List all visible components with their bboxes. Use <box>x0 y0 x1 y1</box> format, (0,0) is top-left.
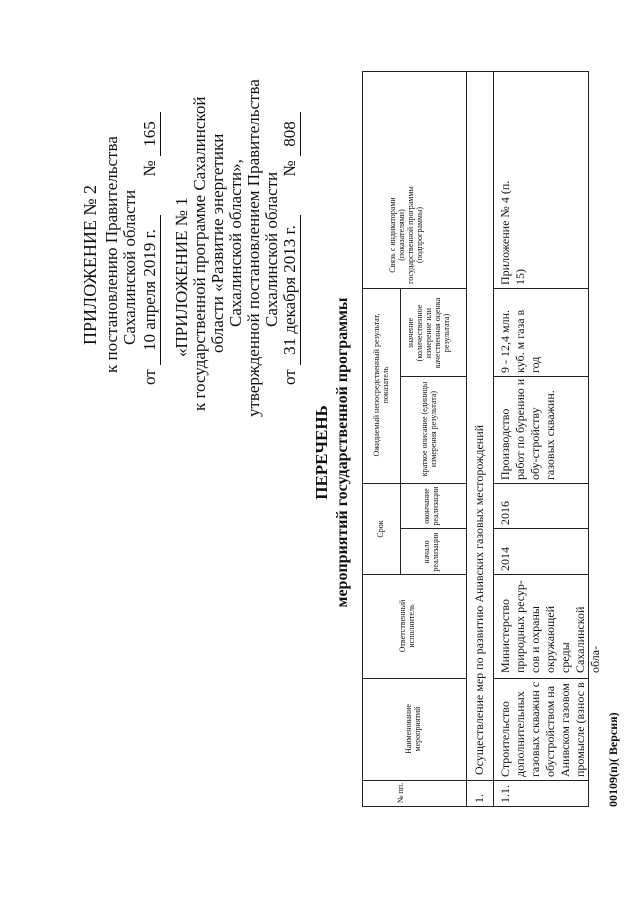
annex2-title: ПРИЛОЖЕНИЕ № 2 <box>80 184 100 345</box>
header-term: Срок <box>376 520 385 538</box>
document-subtitle: мероприятий государственной программы <box>334 297 351 608</box>
annex1-date-line <box>280 112 301 385</box>
row-executor: Министерство природных ресур-сов и охраны окружающей среды Сахалинской обла- <box>498 580 602 673</box>
annex1-date: 31 декабря 2013 г. <box>280 215 301 365</box>
annex1-from: от <box>280 369 299 385</box>
header-result-value: значение (количественное измерение или качественная оценка результата) <box>406 297 451 369</box>
row-start: 2014 <box>498 547 512 571</box>
annex1-line1: к государственной программе Сахалинской <box>190 96 209 411</box>
annex2-line1: к постановлению Правительства <box>102 136 121 373</box>
header-num: № пп. <box>396 782 405 804</box>
header-term-end: окончание реализации <box>422 486 440 526</box>
header-result-desc: краткое описание (единицы измерения результата) <box>420 381 438 477</box>
header-link: Связь с индикаторами (показателями) государственной программы (подпрограммы) <box>388 186 424 284</box>
section-title: Осуществление мер по развитию Анивских газовых месторождений <box>472 424 486 775</box>
annex2-num-sign: № <box>140 160 159 177</box>
annex1-line3: Сахалинской области», <box>226 159 245 327</box>
row-link: Приложение № 4 (п. 15) <box>498 180 527 285</box>
annex2-line2: Сахалинской области <box>120 189 139 345</box>
annex1-num-sign: № <box>280 160 299 177</box>
row-desc: Производство работ по бурению и обу-стройству газовых скважин. <box>498 378 557 480</box>
header-result: Ожидаемый непосредственный результат, показатель <box>372 313 390 457</box>
annex2-from: от <box>140 369 159 385</box>
annex1-line4: утвержденной постановлением Правительства <box>244 79 263 417</box>
row-name: Строительство дополнительных газовых скважин с обустройством на Анивском газовом промысле (взнос в <box>498 681 587 777</box>
annex1-line2: области «Развитие энергетики <box>208 133 227 353</box>
footer-code: 00109(п)( Версия) <box>606 712 620 807</box>
header-executor: Ответственный исполнитель <box>398 599 416 653</box>
annex2-date-line <box>140 112 161 385</box>
annex2-date: 10 апреля 2019 г. <box>140 215 161 365</box>
document-title: ПЕРЕЧЕНЬ <box>312 405 331 500</box>
annex1-line5: Сахалинской области <box>262 171 281 327</box>
header-term-start: начало реализации <box>422 532 440 572</box>
section-num: 1. <box>472 794 486 803</box>
row-end: 2016 <box>498 501 512 525</box>
row-value: 9 - 12,4 млн. куб. м газа в год <box>498 309 542 373</box>
row-num: 1.1. <box>498 785 512 803</box>
header-name: Наименование мероприятий <box>404 704 422 754</box>
annex1-title: «ПРИЛОЖЕНИЕ № 1 <box>172 197 191 357</box>
annex1-number: 808 <box>280 112 301 156</box>
annex2-number: 165 <box>140 112 161 156</box>
